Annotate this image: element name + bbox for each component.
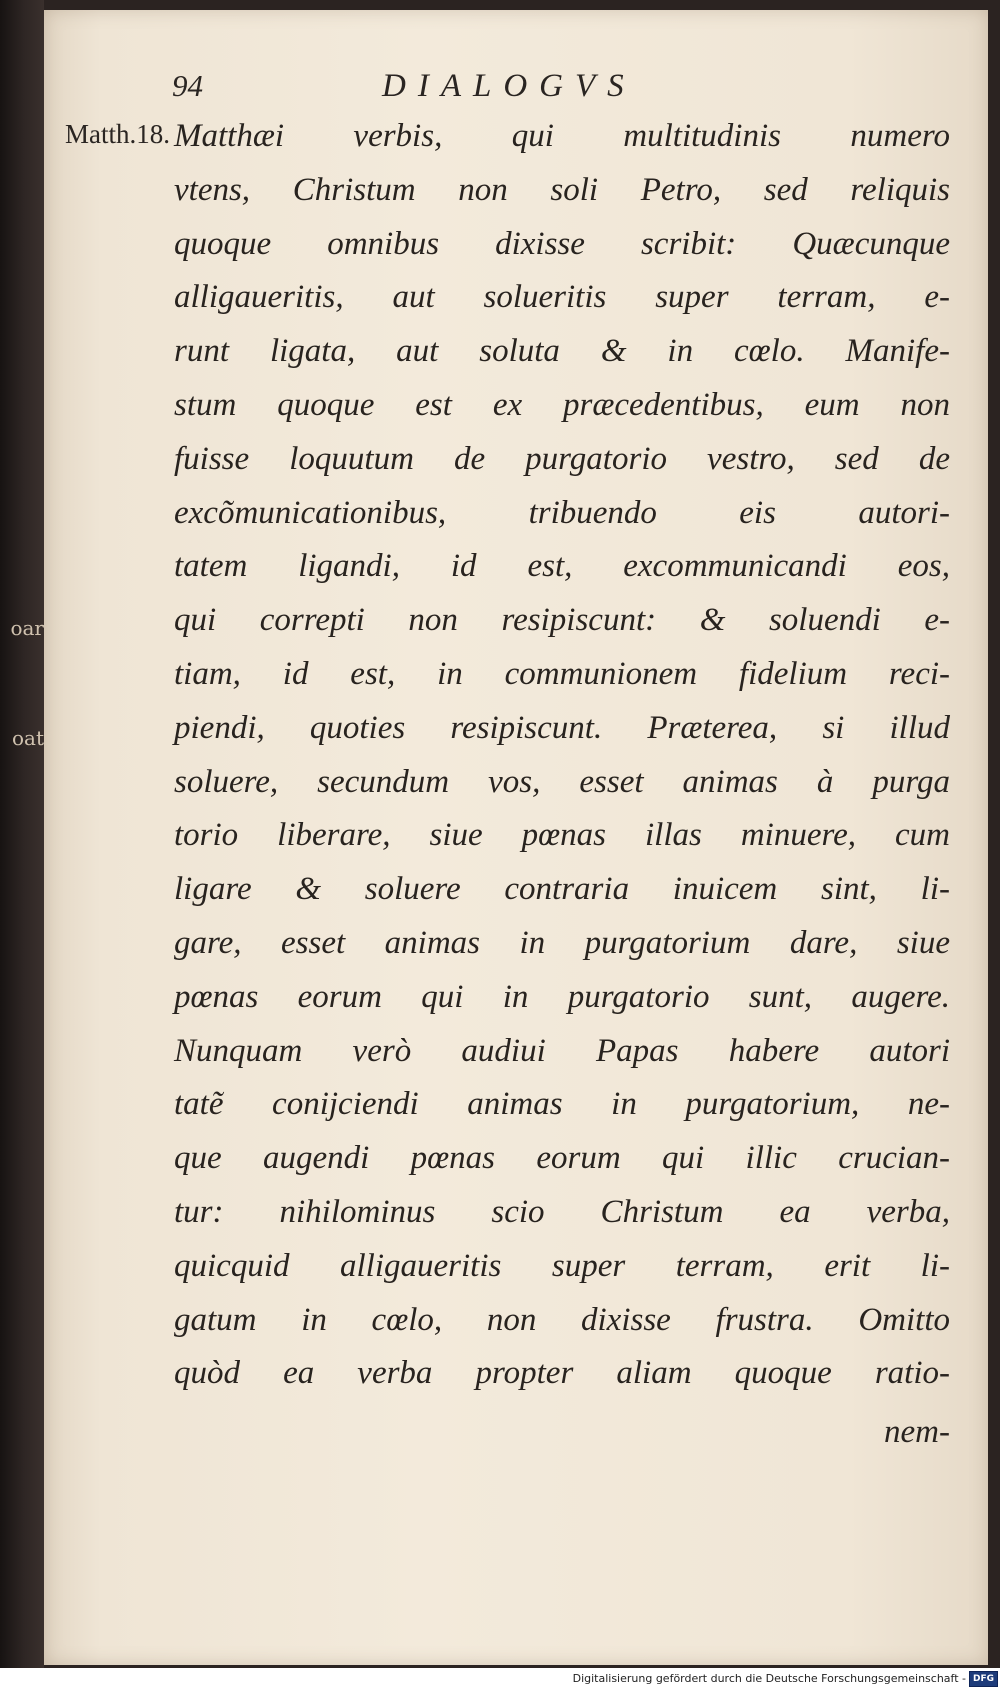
running-head: DIALOGVS	[382, 68, 636, 104]
body-text	[174, 110, 950, 1401]
book-page	[44, 10, 988, 1665]
text-line: qui correpti non resipiscunt: & soluendi e-	[174, 602, 950, 639]
text-line: runt ligata, aut soluta & in cœlo. Manife-	[174, 333, 950, 370]
text-line: que augendi pœnas eorum qui illic crucian-	[174, 1140, 950, 1177]
dfg-logo: DFG	[969, 1671, 998, 1687]
digitization-credit	[573, 1668, 1000, 1690]
page-header	[172, 68, 822, 116]
text-line: tatem ligandi, id est, excommunicandi eos,	[174, 548, 950, 585]
text-line: alligaueritis, aut solueritis super terram, e-	[174, 279, 950, 316]
adjacent-page-edge	[0, 0, 44, 1668]
text-line: tiam, id est, in communionem fidelium reci-	[174, 655, 950, 692]
text-line: torio liberare, siue pœnas illas minuere, cum	[174, 817, 950, 854]
text-line: Matthæi verbis, qui multitudinis numero	[174, 118, 950, 154]
text-line: quòd ea verba propter aliam quoque ratio-	[174, 1355, 950, 1392]
text-line: piendi, quoties resipiscunt. Præterea, si illud	[174, 709, 950, 746]
text-line: stum quoque est ex præcedentibus, eum non	[174, 386, 950, 423]
adjacent-page-fragment: oat	[11, 726, 44, 750]
page-number: 94	[172, 68, 203, 103]
text-line: vtens, Christum non soli Petro, sed reliquis	[174, 171, 950, 208]
marginal-reference: Matth.18.	[65, 119, 170, 149]
text-line: quicquid alligaueritis super terram, erit li-	[174, 1247, 950, 1284]
adjacent-page-fragment: oar	[10, 616, 44, 640]
catchword: nem-	[884, 1414, 950, 1450]
credit-text: Digitalisierung gefördert durch die Deutsche Forschungsgemeinschaft -	[572, 1672, 966, 1685]
text-line: soluere, secundum vos, esset animas à purga	[174, 763, 950, 800]
text-line: tatẽ conijciendi animas in purgatorium, ne-	[174, 1086, 950, 1123]
text-line: excõmunicationibus, tribuendo eis autori-	[174, 494, 950, 531]
text-line: fuisse loquutum de purgatorio vestro, sed de	[174, 440, 950, 477]
text-line: tur: nihilominus scio Christum ea verba,	[174, 1193, 950, 1230]
text-line: Nunquam verò audiui Papas habere autori	[174, 1032, 950, 1069]
text-line: quoque omnibus dixisse scribit: Quæcunque	[174, 225, 950, 262]
text-line: gare, esset animas in purgatorium dare, siue	[174, 924, 950, 961]
text-line: ligare & soluere contraria inuicem sint, li-	[174, 871, 950, 908]
text-line: pœnas eorum qui in purgatorio sunt, augere.	[174, 978, 950, 1015]
text-line: gatum in cœlo, non dixisse frustra. Omitto	[174, 1301, 950, 1338]
